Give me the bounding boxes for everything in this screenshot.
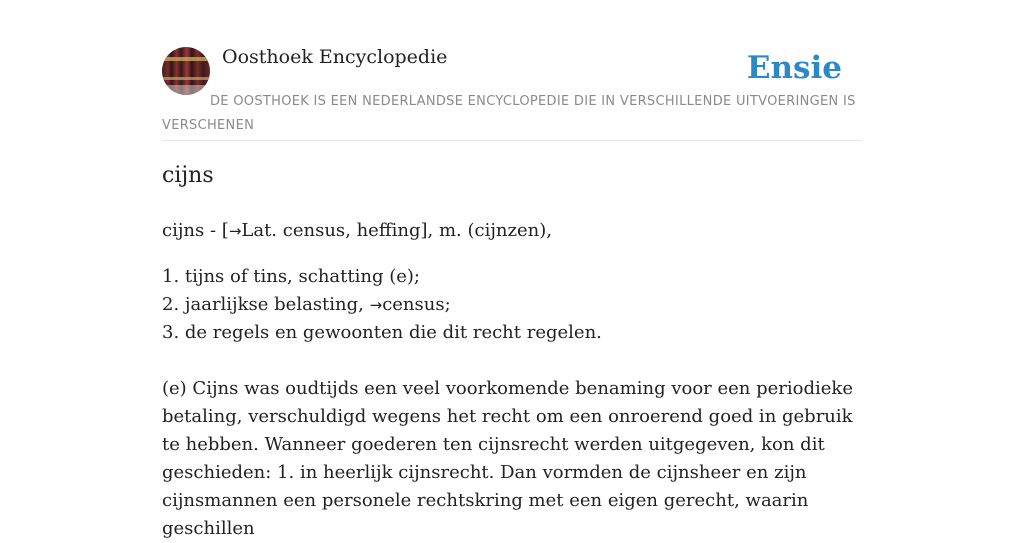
site-tagline: DE OOSTHOEK IS EEN NEDERLANDSE ENCYCLOPEDIE DIE IN VERSCHILLENDE UITVOERINGEN IS VERSCHENEN: [162, 94, 856, 133]
site-title-link[interactable]: Oosthoek Encyclopedie: [222, 46, 448, 68]
avatar-band: [162, 57, 210, 61]
ensie-logo-link[interactable]: Ensie: [746, 50, 842, 86]
paragraph-spacer: [162, 347, 862, 375]
list-item-2-text: 2. jaarlijkse belasting,: [162, 294, 370, 315]
list-item-1: 1. tijns of tins, schatting (e);: [162, 266, 420, 287]
definition-head: [162, 217, 862, 245]
list-item-2: [162, 291, 862, 319]
list-item-3: 3. de regels en gewoonten die dit recht regelen.: [162, 322, 602, 343]
page-container: [162, 0, 862, 539]
encyclopedia-avatar[interactable]: [162, 47, 210, 95]
page-title: cijns: [162, 163, 214, 188]
avatar-band: [162, 77, 210, 80]
definition-body: [162, 217, 862, 543]
body-paragraph: (e) Cijns was oudtijds een veel voorkomende benaming voor een periodieke betaling, verschuldigd wegens het recht om een onroerend goed in gebruik te hebben. Wanneer goederen ten cijnsrecht werden uitgegeven, kon dit geschieden: 1. in heerlijk cijnsrecht. Dan vormden de cijnsheer en zijn cijnsmannen een personele rechtskring met een eigen gerecht, waarin geschillen: [162, 378, 853, 539]
arrow-icon: →: [369, 296, 383, 314]
site-header: [162, 0, 862, 141]
etymology: Lat. census, heffing], m. (cijnzen),: [241, 220, 552, 241]
arrow-icon: →: [228, 222, 242, 240]
term-separator: - [: [204, 220, 229, 241]
census-link[interactable]: census;: [382, 294, 451, 315]
term: cijns: [162, 220, 205, 241]
